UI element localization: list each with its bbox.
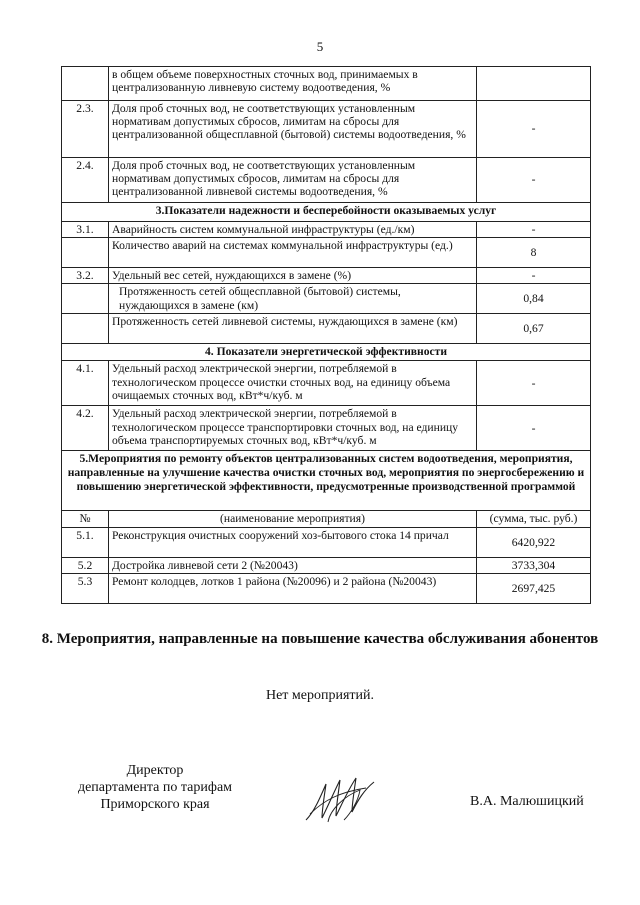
row-number: [62, 238, 109, 268]
section-heading-4: 4. Показатели энергетической эффективности: [62, 344, 591, 361]
header-row: [62, 511, 591, 527]
signatory-position: [60, 762, 250, 813]
row-value: [477, 67, 591, 101]
row-value: 0,84: [477, 284, 591, 314]
table-row: [62, 67, 591, 101]
row-indicator: Ремонт колодцев, лотков 1 района (№20096) и 2 района (№20043): [109, 573, 477, 603]
table-row: [62, 314, 591, 344]
row-number: [62, 284, 109, 314]
row-number: 5.1.: [62, 527, 109, 557]
table-row: [62, 573, 591, 603]
position-line: Приморского края: [100, 797, 210, 812]
page-number: 5: [316, 39, 324, 54]
row-indicator: Реконструкция очистных сооружений хоз-бытового стока 14 причал: [109, 527, 477, 557]
row-value: 2697,425: [477, 573, 591, 603]
section-row: [62, 451, 591, 511]
position-line: Директор: [126, 763, 184, 778]
table-row: [62, 406, 591, 451]
table-row: [62, 101, 591, 158]
row-value: -: [477, 268, 591, 284]
row-value: 3733,304: [477, 557, 591, 573]
position-line: департамента по тарифам: [77, 780, 233, 795]
row-number: 2.3.: [62, 101, 109, 158]
no-events-note: Нет мероприятий.: [265, 688, 375, 703]
row-value: 6420,922: [477, 527, 591, 557]
row-indicator: Удельный расход электрической энергии, потребляемой в технологическом процессе транспортировки сточных вод, на единицу объема транспортируемых сточных вод, кВт*ч/куб. м: [109, 406, 477, 451]
section-row: [62, 344, 591, 361]
table-row: [62, 284, 591, 314]
row-value: -: [477, 222, 591, 238]
table-row: [62, 158, 591, 203]
table-row: [62, 268, 591, 284]
row-indicator: Доля проб сточных вод, не соответствующих установленным нормативам допустимых сбросов, лимитам на сбросы для централизованной ливневой системы водоотведения, %: [109, 158, 477, 203]
table-row: [62, 222, 591, 238]
row-number: 4.2.: [62, 406, 109, 451]
row-number: [62, 67, 109, 101]
section-heading-3: 3.Показатели надежности и бесперебойности оказываемых услуг: [62, 203, 591, 222]
row-number: [62, 314, 109, 344]
row-value: -: [477, 101, 591, 158]
row-indicator: Аварийность систем коммунальной инфраструктуры (ед./км): [109, 222, 477, 238]
section-row: [62, 203, 591, 222]
section-8-title-text: 8. Мероприятия, направленные на повышение качества обслуживания абонентов: [41, 631, 599, 647]
indicators-table: [61, 66, 591, 604]
row-value: 0,67: [477, 314, 591, 344]
row-indicator: Достройка ливневой сети 2 (№20043): [109, 557, 477, 573]
row-value: 8: [477, 238, 591, 268]
header-number: №: [62, 511, 109, 527]
row-indicator: Протяженность сетей общесплавной (бытовой) системы, нуждающихся в замене (км): [109, 284, 477, 314]
row-number: 3.2.: [62, 268, 109, 284]
signatory-name: В.А. Малюшицкий: [470, 794, 584, 809]
table-row: [62, 527, 591, 557]
row-value: -: [477, 361, 591, 406]
section-heading-5: 5.Мероприятия по ремонту объектов централизованных систем водоотведения, мероприятия, направленные на улучшение качества очистки сточных вод, мероприятия по энергосбережению и повышению энергетической эффективности, предусмотренные производственной программой: [62, 451, 591, 511]
row-value: -: [477, 406, 591, 451]
row-number: 4.1.: [62, 361, 109, 406]
row-indicator: Удельный вес сетей, нуждающихся в замене (%): [109, 268, 477, 284]
table-row: [62, 557, 591, 573]
row-number: 5.3: [62, 573, 109, 603]
row-number: 5.2: [62, 557, 109, 573]
row-indicator: в общем объеме поверхностных сточных вод, принимаемых в централизованную ливневую систему водоотведения, %: [109, 67, 477, 101]
table-row: [62, 238, 591, 268]
row-number: 2.4.: [62, 158, 109, 203]
row-number: 3.1.: [62, 222, 109, 238]
row-indicator: Количество аварий на системах коммунальной инфраструктуры (ед.): [109, 238, 477, 268]
table-row: [62, 361, 591, 406]
row-value: -: [477, 158, 591, 203]
header-sum: (сумма, тыс. руб.): [477, 511, 591, 527]
row-indicator: Удельный расход электрической энергии, потребляемой в технологическом процессе очистки сточных вод, на единицу объема очищаемых сточных вод, кВт*ч/куб. м: [109, 361, 477, 406]
header-name: (наименование мероприятия): [109, 511, 477, 527]
row-indicator: Протяженность сетей ливневой системы, нуждающихся в замене (км): [109, 314, 477, 344]
section-8-title: [0, 628, 640, 650]
row-indicator: Доля проб сточных вод, не соответствующих установленным нормативам допустимых сбросов, лимитам на сбросы для централизованной общесплавной (бытовой) системы водоотведения, %: [109, 101, 477, 158]
handwritten-signature: [300, 770, 380, 830]
